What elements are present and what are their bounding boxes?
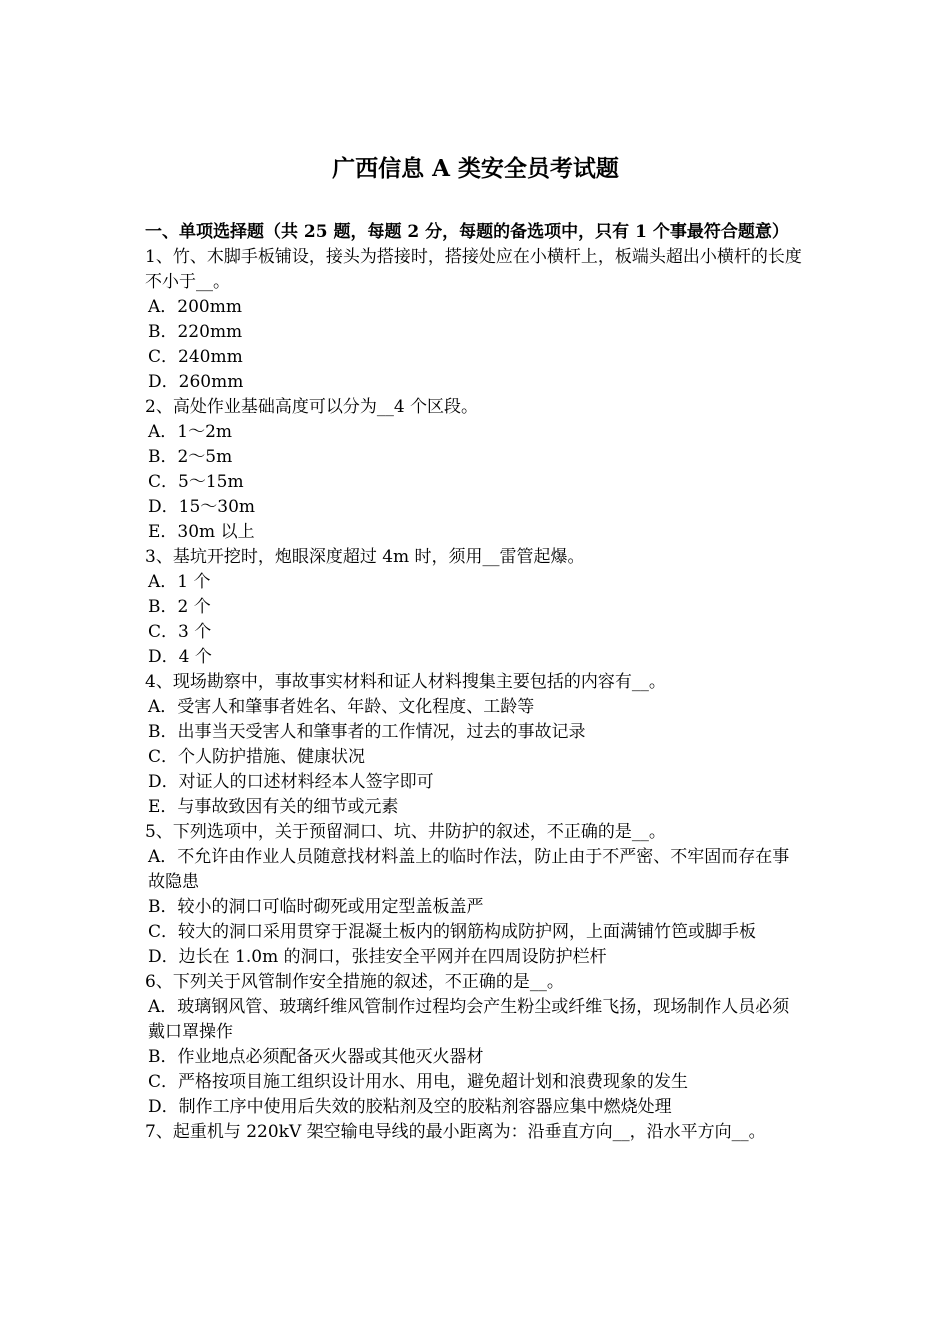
question-stem: 5、下列选项中，关于预留洞口、坑、井防护的叙述，不正确的是__。: [145, 822, 666, 842]
question-4: [145, 670, 806, 820]
answer-option: B．2 个: [148, 597, 211, 617]
answer-option: B．出事当天受害人和肇事者的工作情况，过去的事故记录: [148, 722, 586, 742]
answer-option: C．个人防护措施、健康状况: [148, 747, 366, 767]
answer-option: C．240mm: [148, 347, 243, 367]
answer-option: C．较大的洞口采用贯穿于混凝土板内的钢筋构成防护网，上面满铺竹笆或脚手板: [148, 922, 757, 942]
question-5: [145, 820, 806, 970]
question-stem: 4、现场勘察中，事故事实材料和证人材料搜集主要包括的内容有__。: [145, 672, 666, 692]
document-title: 广西信息 A 类安全员考试题: [332, 155, 619, 182]
question-1: [145, 245, 806, 395]
answer-option: D．4 个: [148, 647, 212, 667]
question-2: [145, 395, 806, 545]
answer-option: A．玻璃钢风管、玻璃纤维风管制作过程均会产生粉尘或纤维飞扬，现场制作人员必须戴口罩操作: [148, 997, 790, 1042]
question-list: [145, 245, 806, 1145]
answer-option: B．作业地点必须配备灭火器或其他灭火器材: [148, 1047, 484, 1067]
answer-option: B．2～5m: [148, 447, 233, 467]
answer-option: A．受害人和肇事者姓名、年龄、文化程度、工龄等: [148, 697, 535, 717]
answer-option: C．5～15m: [148, 472, 244, 492]
answer-option: A．1 个: [148, 572, 211, 592]
answer-option: D．15～30m: [148, 497, 256, 517]
question-7: [145, 1120, 806, 1145]
section-heading: 一、单项选择题（共 25 题，每题 2 分，每题的备选项中，只有 1 个事最符合题意）: [145, 222, 789, 242]
question-stem: 3、基坑开挖时，炮眼深度超过 4m 时，须用__雷管起爆。: [145, 547, 585, 567]
answer-option: D．边长在 1.0m 的洞口，张挂安全平网并在四周设防护栏杆: [148, 947, 607, 967]
question-stem: 7、起重机与 220kV 架空输电导线的最小距离为：沿垂直方向__，沿水平方向__。: [145, 1122, 766, 1142]
answer-option: B．较小的洞口可临时砌死或用定型盖板盖严: [148, 897, 484, 917]
answer-option: C．3 个: [148, 622, 212, 642]
question-stem: 2、高处作业基础高度可以分为__4 个区段。: [145, 397, 479, 417]
answer-option: E．30m 以上: [148, 522, 255, 542]
question-stem: 6、下列关于风管制作安全措施的叙述，不正确的是__。: [145, 972, 564, 992]
answer-option: B．220mm: [148, 322, 243, 342]
question-stem: 1、竹、木脚手板铺设，接头为搭接时，搭接处应在小横杆上，板端头超出小横杆的长度不小于__。: [145, 247, 802, 292]
answer-option: E．与事故致因有关的细节或元素: [148, 797, 399, 817]
answer-option: C．严格按项目施工组织设计用水、用电，避免超计划和浪费现象的发生: [148, 1072, 689, 1092]
answer-option: D．制作工序中使用后失效的胶粘剂及空的胶粘剂容器应集中燃烧处理: [148, 1097, 672, 1117]
answer-option: D．260mm: [148, 372, 244, 392]
answer-option: A．不允许由作业人员随意找材料盖上的临时作法，防止由于不严密、不牢固而存在事故隐患: [148, 847, 790, 892]
answer-option: D．对证人的口述材料经本人签字即可: [148, 772, 434, 792]
answer-option: A．1～2m: [148, 422, 233, 442]
question-6: [145, 970, 806, 1120]
question-3: [145, 545, 806, 670]
answer-option: A．200mm: [148, 297, 242, 317]
